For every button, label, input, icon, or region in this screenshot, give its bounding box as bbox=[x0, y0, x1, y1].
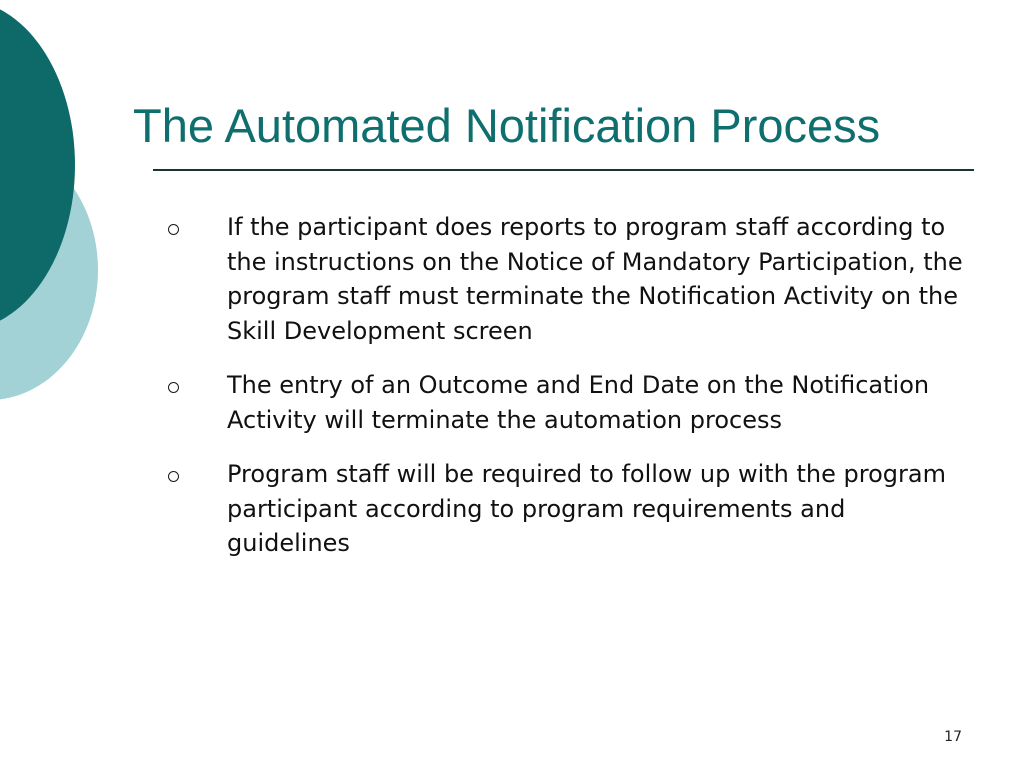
hollow-circle-icon bbox=[168, 224, 179, 235]
title-divider bbox=[153, 169, 974, 171]
bullet-list bbox=[163, 210, 973, 581]
slide-title: The Automated Notification Process bbox=[133, 99, 881, 152]
bullet-item bbox=[163, 210, 973, 348]
bullet-item bbox=[163, 368, 973, 437]
bullet-text: Program staff will be required to follow up with the program participant according to program requirements and guidelines bbox=[227, 460, 946, 557]
hollow-circle-icon bbox=[168, 471, 179, 482]
hollow-circle-icon bbox=[168, 382, 179, 393]
page-number: 17 bbox=[944, 729, 962, 745]
bullet-item bbox=[163, 457, 973, 561]
bullet-text: If the participant does reports to program staff according to the instructions on the Notice of Mandatory Participation, the program staff must terminate the Notification Activity on the Skill Development screen bbox=[227, 213, 963, 345]
bullet-text: The entry of an Outcome and End Date on the Notification Activity will terminate the automation process bbox=[227, 371, 930, 434]
